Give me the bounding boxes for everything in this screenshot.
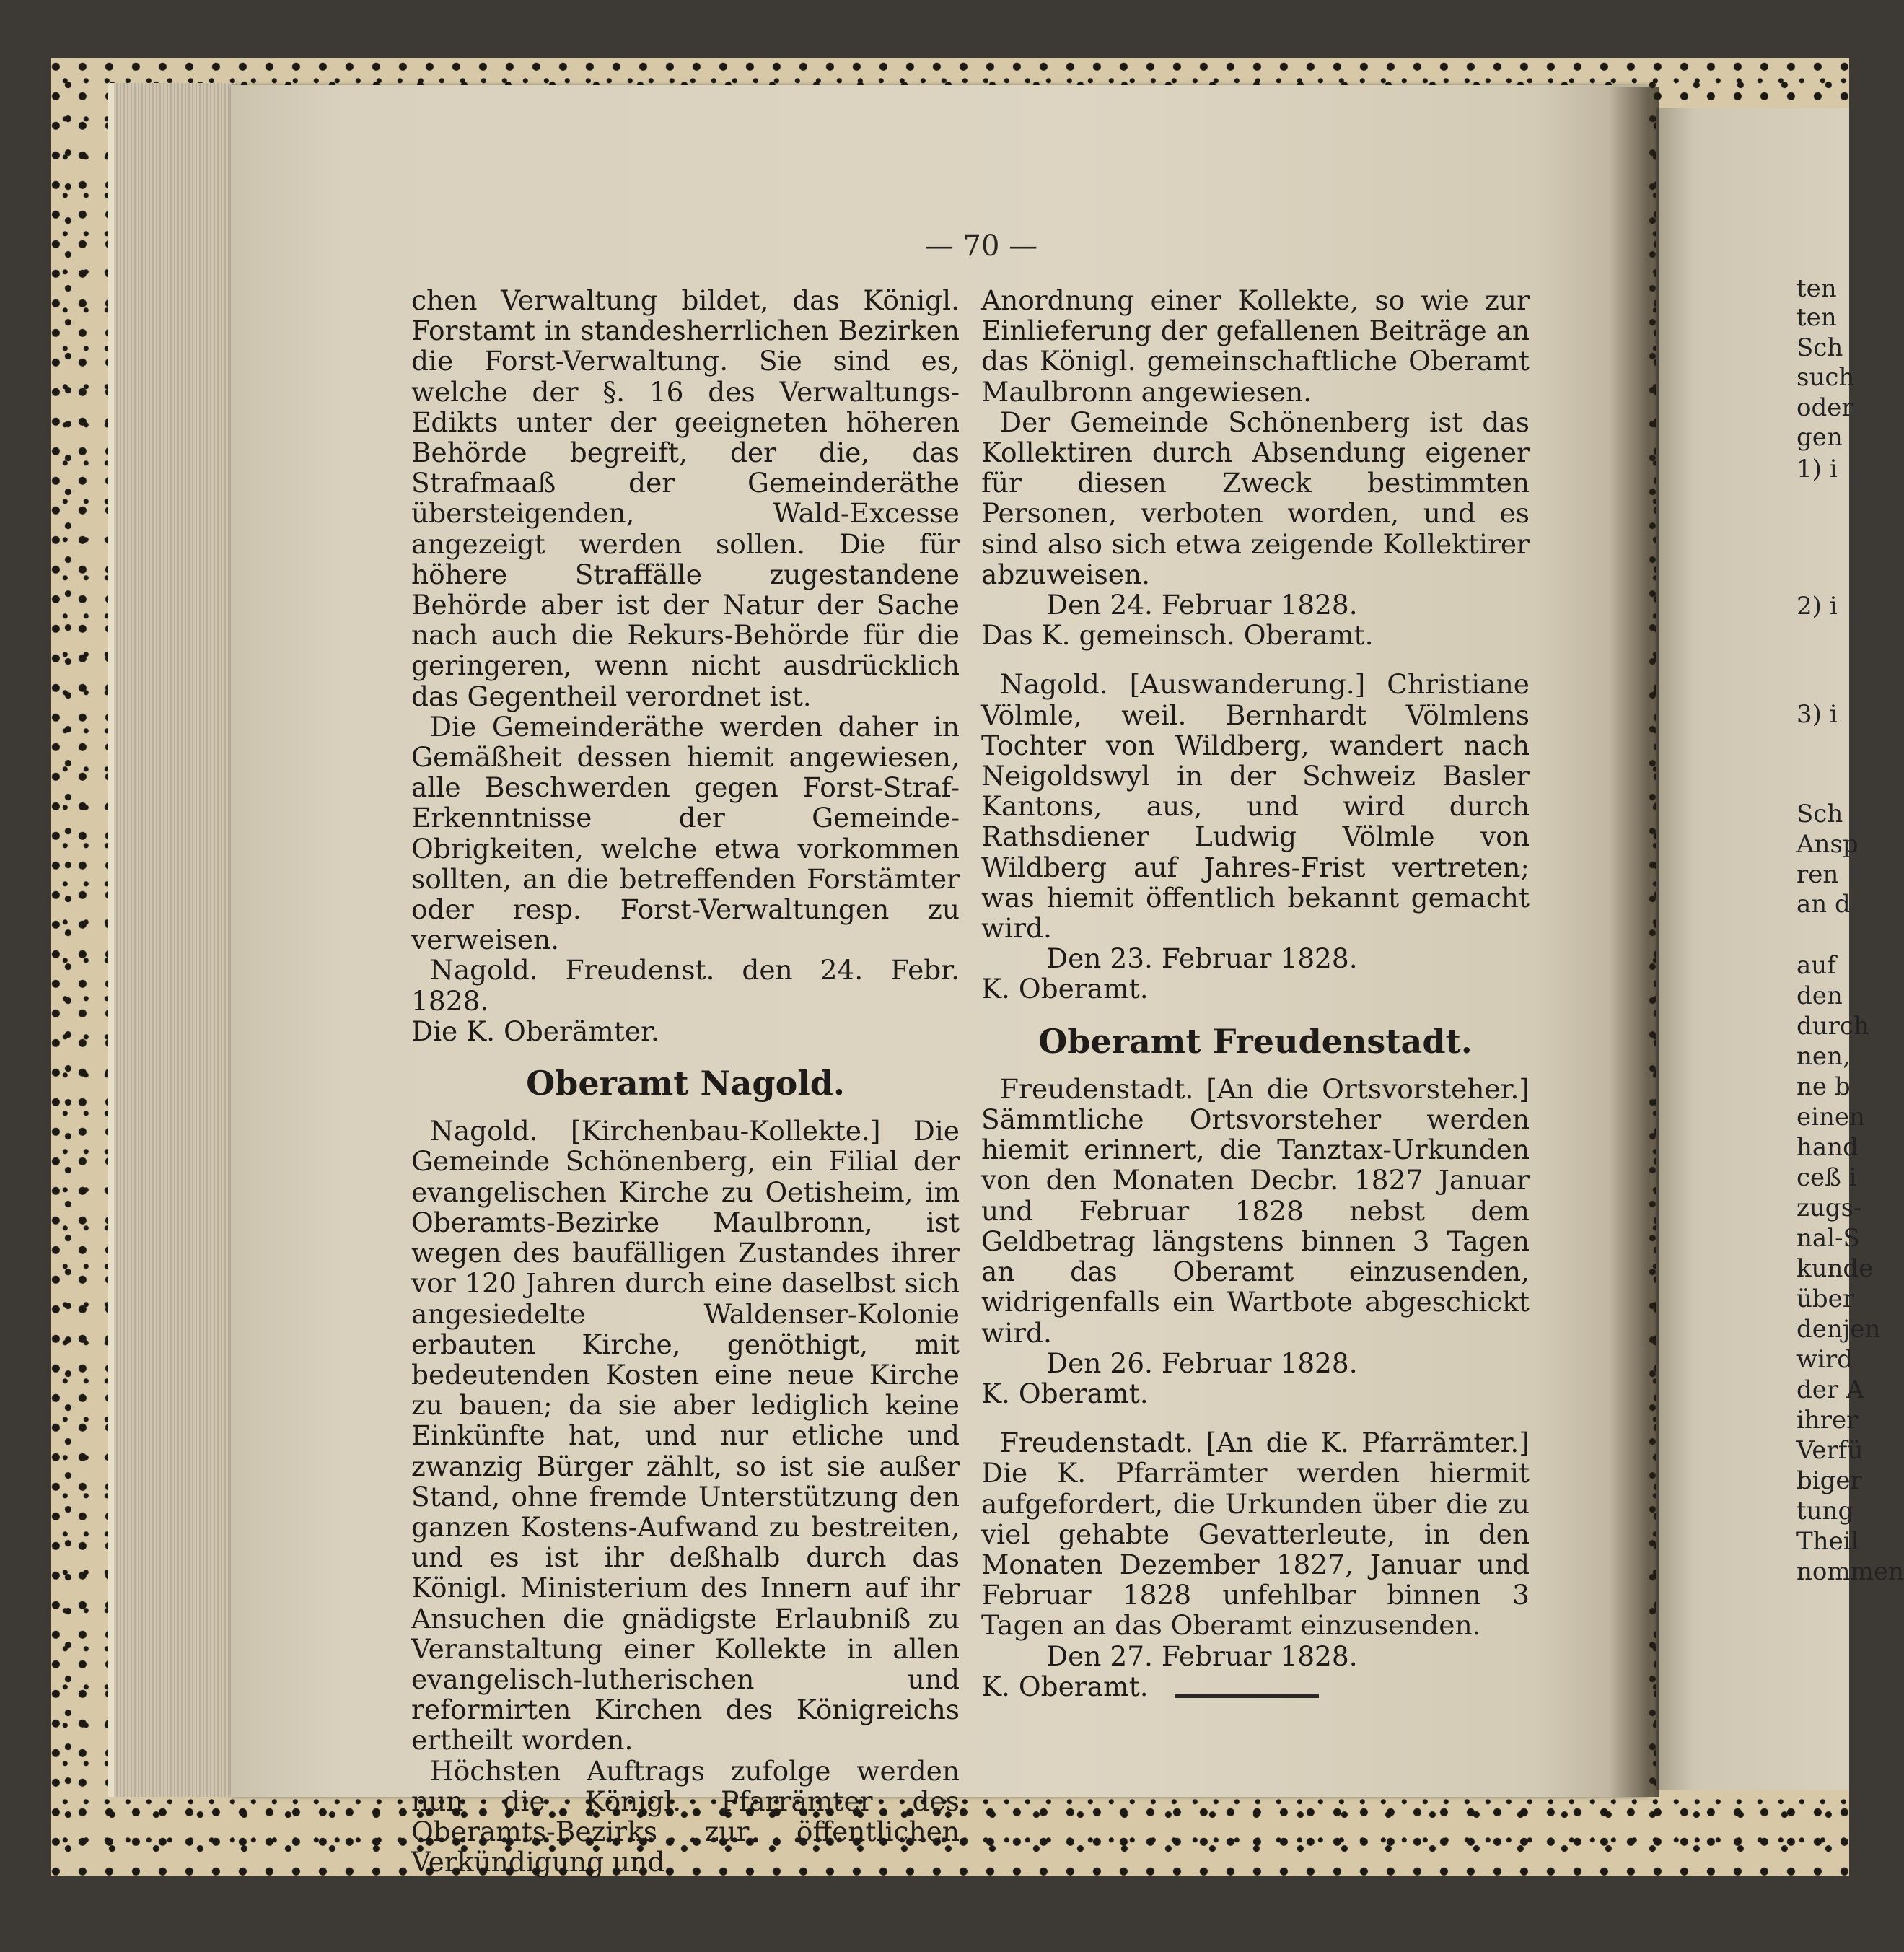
page-edges [108,83,237,1797]
next-page-fragment: nal-S [1796,1224,1860,1253]
right-column [981,285,1530,1702]
next-page-fragment: ne b [1796,1072,1851,1101]
heading-oberamt-nagold: Oberamt Nagold. [526,1064,845,1103]
book-gutter [1609,87,1659,1797]
next-page-fragment: biger [1796,1466,1862,1495]
next-page-fragment: 2) i [1796,592,1838,621]
right-signature-4: K. Oberamt. [981,1670,1149,1702]
next-page-fragment: den [1796,981,1843,1010]
next-page-fragment: Sch [1796,333,1843,362]
next-page-fragment: einen [1796,1103,1865,1132]
next-page-fragment: über [1796,1284,1855,1313]
next-page-fragment: nommen [1796,1557,1904,1586]
next-page-fragment: hand [1796,1133,1859,1162]
next-page-fragment: nen, [1796,1042,1851,1071]
next-page-fragment: gen [1796,423,1843,452]
next-page-fragment: an d [1796,890,1851,919]
left-dateline: Nagold. Freudenst. den 24. Febr. 1828. [411,954,960,1017]
next-page-fragment: durch [1796,1012,1869,1041]
next-page-fragment: ten [1796,274,1837,303]
next-page-fragment: ten [1796,303,1837,332]
page-number: — 70 — [924,229,1038,263]
next-page-fragment: 3) i [1796,700,1838,729]
heading-oberamt-freudenstadt: Oberamt Freudenstadt. [1038,1021,1473,1061]
left-signature: Die K. Oberämter. [411,1015,659,1047]
next-page-fragment: Theil [1796,1527,1859,1556]
left-column [411,285,960,1877]
next-page-fragment: 1) i [1796,455,1838,483]
next-page-fragment: ceß i [1796,1163,1857,1192]
end-rule [1175,1694,1319,1698]
left-paragraph-4: Höchsten Auftrags zufolge werden nun die Königl. Pfarrämter des Oberamts-Bezirks zur öffentlichen Verkündigung und [411,1754,960,1878]
right-paragraph-2: Der Gemeinde Schönenberg ist das Kollektiren durch Absendung eigener für diesen Zweck bestimmten Personen, verboten worden, und es sind also sich etwa zeigende Kollektirer abzuweisen. [981,406,1530,590]
right-paragraph-3: Nagold. [Auswanderung.] Christiane Völmle, weil. Bernhardt Völmlens Tochter von Wildberg, wandert nach Neigoldswyl in der Schweiz Basler Kantons, aus, und wird durch Rathsdiener Ludwig Völmle von Wildberg auf Jahres-Frist vertreten; was hiemit öffentlich bekannt gemacht wird. [981,668,1530,945]
left-paragraph-3: Nagold. [Kirchenbau-Kollekte.] Die Gemeinde Schönenberg, ein Filial der evangelischen Kirche zu Oetisheim, im Oberamts-Bezirke Maulbronn, ist wegen des baufälligen Zustandes ihrer vor 120 Jahren durch eine daselbst sich angesiedelte Waldenser-Kolonie erbauten Kirche, genöthigt, mit bedeutenden Kosten eine neue Kirche zu bauen; da sie aber lediglich keine Einkünfte hat, und nur etliche und zwanzig Bürger zählt, so ist sie außer Stand, ohne fremde Unterstützung den ganzen Kostens-Aufwand zu bestreiten, und es ist ihr deßhalb durch das Königl. Ministerium des Innern auf ihr Ansuchen die gnädigste Erlaubniß zu Veranstaltung einer Kollekte in allen evangelisch-lutherischen und reformirten Kirchen des Königreichs ertheilt worden. [411,1115,960,1756]
next-page-fragment: Verfü [1796,1436,1864,1465]
next-page-fragment: zugs- [1796,1194,1862,1222]
left-paragraph-2: Die Gemeinderäthe werden daher in Gemäßheit dessen hiemit angewiesen, alle Beschwerden gegen Forst-Straf-Erkenntnisse der Gemeinde-Obrigkeiten, welche etwa vorkommen sollten, an die betreffenden Forstämter oder resp. Forst-Verwaltungen zu verweisen. [411,710,960,956]
next-page-fragment: denjen [1796,1315,1881,1344]
right-date-3: Den 26. Februar 1828. [1046,1347,1358,1379]
next-page-fragment: der A [1796,1375,1864,1404]
next-page-fragment: tung [1796,1497,1854,1526]
right-signature-3: K. Oberamt. [981,1377,1149,1409]
left-paragraph-1: chen Verwaltung bildet, das Königl. Forstamt in standesherrlichen Bezirken die Forst-Verwaltung. Sie sind es, welche der §. 16 des Verwaltungs-Edikts unter der geeigneten höheren Behörde begreift, der die, das Strafmaaß der Gemeinderäthe übersteigenden, Wald-Excesse angezeigt werden sollen. Die für höhere Straffälle zugestandene Behörde aber ist der Natur der Sache nach auch die Rekurs-Behörde für die geringeren, wenn nicht ausdrücklich das Gegentheil verordnet ist. [411,284,960,712]
next-page-fragment: such [1796,363,1855,392]
next-page [1656,108,1904,1790]
right-date-4: Den 27. Februar 1828. [1046,1640,1358,1672]
next-page-fragment: oder [1796,393,1853,422]
right-signature-2: K. Oberamt. [981,973,1149,1005]
right-paragraph-1: Anordnung einer Kollekte, so wie zur Einlieferung der gefallenen Beiträge an das Königl. gemeinschaftliche Oberamt Maulbronn angewiesen. [981,284,1530,408]
right-date-1: Den 24. Februar 1828. [1046,589,1358,621]
next-page-fragment: ren [1796,860,1839,889]
right-signature-1: Das K. gemeinsch. Oberamt. [981,619,1374,652]
right-paragraph-5: Freudenstadt. [An die K. Pfarrämter.] Die K. Pfarrämter werden hiermit aufgefordert, die Urkunden über die zu viel gehabte Gevatterleute, in den Monaten Dezember 1827, Januar und Februar 1828 unfehlbar binnen 3 Tagen an das Oberamt einzusenden. [981,1427,1530,1642]
next-page-fragment: kunde [1796,1254,1874,1283]
right-date-2: Den 23. Februar 1828. [1046,942,1358,975]
right-paragraph-4: Freudenstadt. [An die Ortsvorsteher.] Sämmtliche Ortsvorsteher werden hiemit erinnert, die Tanztax-Urkunden von den Monaten Decbr. 1827 Januar und Februar 1828 nebst dem Geldbetrag längstens binnen 3 Tagen an das Oberamt einzusenden, widrigenfalls ein Wartbote abgeschickt wird. [981,1072,1530,1349]
next-page-fragment: wird [1796,1345,1853,1374]
next-page-fragment: Ansp [1796,830,1859,859]
next-page-fragment: Sch [1796,800,1843,828]
next-page-fragment: ihrer [1796,1406,1859,1435]
next-page-fragment: auf [1796,951,1836,980]
